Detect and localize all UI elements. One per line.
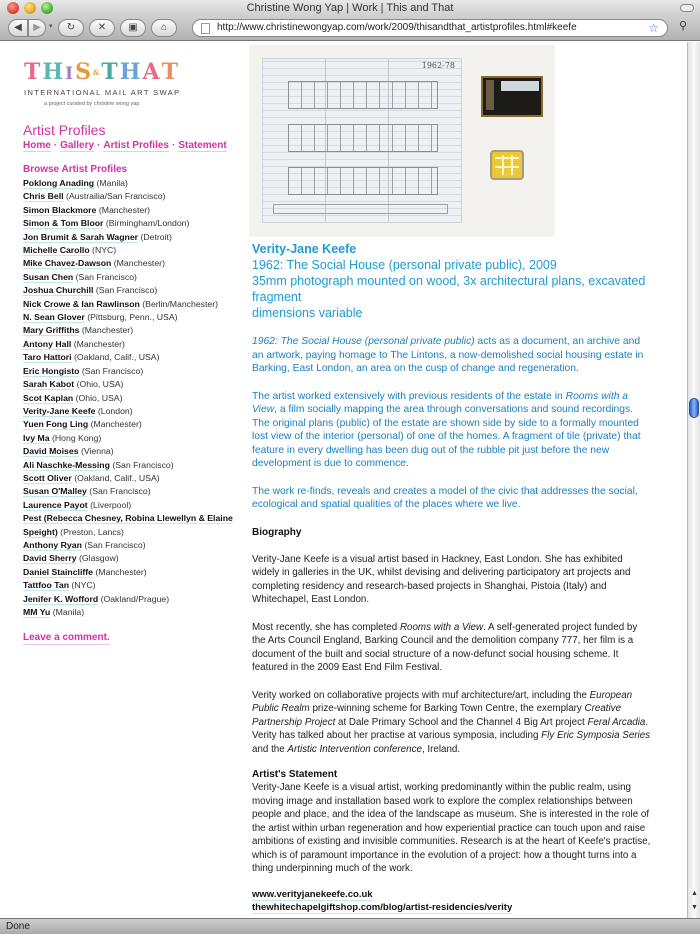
artist-link[interactable]: Verity-Jane Keefe <box>23 405 96 416</box>
artist-location: (Austrailia/San Francisco) <box>65 191 166 202</box>
artist-list-item <box>23 204 241 217</box>
back-button[interactable] <box>8 19 28 37</box>
artist-location: (Liverpool) <box>90 499 132 510</box>
artist-list-item <box>23 405 241 418</box>
artist-location: (Oakland, Calif., USA) <box>74 472 160 483</box>
artist-location: (San Francisco) <box>95 285 158 296</box>
artist-list-item <box>23 177 241 190</box>
artist-link[interactable]: Susan O'Malley <box>23 486 87 497</box>
artist-location: (Manchester) <box>81 325 134 336</box>
artist-list-item <box>23 365 241 378</box>
website-link-row <box>252 888 652 901</box>
artist-link[interactable]: Taro Hattori <box>23 352 72 363</box>
residency-blog-link[interactable]: thewhitechapelgiftshop.com/blog/artist-residencies/verity <box>252 901 513 913</box>
artist-location: (Manchester) <box>95 566 147 577</box>
reload-icon: ↻ <box>66 22 76 33</box>
close-window-button[interactable] <box>7 2 19 14</box>
work-medium: 35mm photograph mounted on wood, 3x architectural plans, excavated fragment <box>252 274 646 304</box>
artist-statement-paragraph: Verity-Jane Keefe is a visual artist, working predominantly within the public realm, using moving image and installation based work to explore the complex relationships between people and place, and the idea of the landscape as museum. She is interested in the role of the artist within urban regeneration and how experiential practice can touch upon and raise ambitions of existing and invisible communities. Research is at the heart of Keefe's practise, which is of paramount importance in the evolution of a project: how a thought turns into a thing underpinning much of the work. <box>252 782 651 874</box>
artist-list-item <box>23 298 241 311</box>
artist-link[interactable]: Chris Bell <box>23 191 64 202</box>
this-and-that-logo[interactable] <box>24 60 184 108</box>
artist-location: (San Francisco) <box>75 271 137 282</box>
status-bar <box>0 918 700 934</box>
scroll-down-arrow-icon[interactable]: ▼ <box>691 904 698 911</box>
forward-button[interactable] <box>28 19 46 37</box>
artist-list-item <box>23 472 241 485</box>
artist-location: (San Francisco) <box>84 539 146 550</box>
artist-location: (San Francisco) <box>89 486 151 497</box>
artist-location: (Manila) <box>52 607 85 617</box>
nav-statement-link[interactable]: Statement <box>178 140 227 151</box>
artist-location: (NYC) <box>92 245 117 256</box>
tile-fragment-image <box>490 150 524 180</box>
artist-list-item <box>23 606 241 619</box>
artist-location: (Manchester) <box>98 204 150 215</box>
artist-link[interactable]: Poklong Anading <box>23 178 95 188</box>
artist-location: (Manchester) <box>73 338 125 349</box>
artist-location: (Manchester) <box>113 258 165 269</box>
artist-list-item <box>23 324 241 337</box>
minimize-window-button[interactable] <box>24 2 36 14</box>
logo-tagline: a project curated by christine wong yap <box>44 101 140 107</box>
artwork-photo <box>249 45 555 237</box>
artist-list-item <box>23 217 241 230</box>
logo-subtitle: INTERNATIONAL MAIL ART SWAP <box>24 88 181 97</box>
mounted-photograph-image <box>481 76 543 117</box>
artist-list-item <box>23 392 241 405</box>
artist-list-item <box>23 284 241 297</box>
reload-button[interactable] <box>58 19 84 37</box>
description-paragraph: The work re-finds, reveals and creates a model of the civic that addresses the social, ecological and spatial qualities of the places where we live. <box>252 485 638 510</box>
search-icon[interactable]: ⚲ <box>679 20 688 32</box>
artist-location: (Oakland, Calif., USA) <box>74 352 160 363</box>
artist-link[interactable]: Eric Hongisto <box>23 365 80 376</box>
bio-text: . A self-generated project funded by the Arts Council England, Barking Council and the demolition company 777, her film is a document of the built and social structure of a now-defunct social housing scheme. It featured in the 2009 East End Film Festival. <box>252 621 638 673</box>
artist-list-item <box>23 190 241 203</box>
artist-list-item <box>23 512 241 539</box>
nav-gallery-link[interactable]: Gallery <box>60 140 95 151</box>
logo-wordmark: THIS&THAT <box>24 59 180 85</box>
url-text: http://www.christinewongyap.com/work/2009/thisandthat_artistprofiles.html#keefe <box>217 22 577 33</box>
artist-list-item <box>23 231 241 244</box>
url-input[interactable] <box>192 19 668 37</box>
artist-link[interactable]: Anthony Ryan <box>23 539 82 550</box>
artist-link[interactable]: Joshua Churchill <box>23 285 94 296</box>
bookmarks-icon: ▣ <box>128 22 138 33</box>
artist-location: (Ohio, USA) <box>75 392 123 403</box>
plan-floor-row <box>288 81 438 109</box>
artist-link[interactable]: Daniel Staincliffe <box>23 566 94 577</box>
artist-link[interactable]: Jenifer K. Wofford <box>23 593 99 604</box>
artist-list-item <box>23 459 241 472</box>
artist-location: (Berlin/Manchester) <box>142 298 219 309</box>
zoom-window-button[interactable] <box>41 2 53 14</box>
work-title: 1962: The Social House (personal private public), 2009 <box>252 258 557 272</box>
artist-name: Verity-Jane Keefe <box>252 242 357 256</box>
biography-paragraph <box>252 621 652 675</box>
artist-location: (Manchester) <box>90 419 142 430</box>
artist-location: (Hong Kong) <box>51 432 102 443</box>
artist-link[interactable]: Jon Brumit & Sarah Wagner <box>23 231 139 242</box>
scrollbar-thumb[interactable] <box>689 398 699 418</box>
artist-list-item <box>23 445 241 458</box>
conference-title-italic: Artistic Intervention conference <box>287 743 422 755</box>
plan-label: 1962-78 <box>421 61 455 70</box>
artist-list-item <box>23 257 241 270</box>
biography-heading: Biography <box>252 526 302 538</box>
home-button[interactable] <box>151 19 177 37</box>
back-icon: ◀ <box>14 22 22 33</box>
window-title: Christine Wong Yap | Work | This and That <box>246 2 454 14</box>
artist-link[interactable]: David Moises <box>23 446 79 457</box>
artist-link[interactable]: Tattfoo Tan <box>23 580 69 591</box>
leave-comment-link[interactable]: Leave a comment. <box>23 632 110 644</box>
artist-list-item <box>23 579 241 592</box>
artist-link[interactable]: Simon Blackmore <box>23 204 97 215</box>
artist-list-item <box>23 338 241 351</box>
artist-location: (San Francisco) <box>81 365 144 376</box>
artist-list-item <box>23 566 241 579</box>
artist-link[interactable]: Scot Kaplan <box>23 392 74 403</box>
artist-list-item <box>23 539 241 552</box>
artist-list <box>23 177 241 619</box>
artist-link[interactable]: Mary Griffiths <box>23 325 80 336</box>
artist-link[interactable]: Sarah Kabot <box>23 379 75 390</box>
bio-text: Verity worked on collaborative projects with muf architecture/art, including the <box>252 689 590 701</box>
bio-text: prize-winning scheme for Barking Town Centre, the exemplary <box>309 703 585 714</box>
bio-text: . Verity has talked about her practise at various symposia, including <box>252 716 649 741</box>
artist-link[interactable]: Ali Naschke-Messing <box>23 459 110 470</box>
bio-text: at Dale Primary School and the Channel 4 Big Art project <box>335 716 588 728</box>
artist-location: (Preston, Lancs) <box>60 526 124 537</box>
artist-link[interactable]: Michelle Carollo <box>23 245 90 256</box>
scroll-up-arrow-icon[interactable]: ▲ <box>691 890 698 897</box>
window-titlebar <box>0 0 700 16</box>
artist-location: (San Francisco) <box>112 459 174 470</box>
artist-list-item <box>23 593 241 606</box>
star-icon[interactable]: ☆ <box>648 21 659 35</box>
home-icon: ⌂ <box>160 22 168 33</box>
project-title-italic: Feral Arcadia <box>587 716 646 728</box>
nav-home-link[interactable]: Home <box>23 140 51 151</box>
page-content <box>0 42 687 918</box>
architectural-plan-image <box>262 58 462 223</box>
stop-button[interactable] <box>89 19 115 37</box>
artist-link[interactable]: Antony Hall <box>23 338 72 349</box>
artist-link[interactable]: MM Yu <box>23 607 51 617</box>
artist-link[interactable]: Nick Crowe & Ian Rawlinson <box>23 298 140 309</box>
bookmarks-button[interactable] <box>120 19 146 37</box>
work-dimensions: dimensions variable <box>252 306 363 320</box>
browser-toolbar <box>0 16 700 41</box>
bio-text: and the <box>252 743 288 755</box>
film-title-italic: Rooms with a View <box>252 390 629 415</box>
artist-list-item <box>23 271 241 284</box>
film-title-italic: Rooms with a View <box>399 621 484 633</box>
artist-list-item <box>23 485 241 498</box>
bio-text: , Ireland. <box>421 743 461 755</box>
description-paragraph <box>252 335 652 376</box>
artist-location: (Manila) <box>96 178 128 188</box>
artist-link[interactable]: Laurence Payot <box>23 499 88 510</box>
nav-separator: · <box>97 140 101 151</box>
project-title-italic: Creative Partnership Project <box>252 703 622 728</box>
artist-list-item <box>23 311 241 324</box>
description-text: , a film socially mapping the area through conversations and sound recordings. The original plans (public) of the estate are shown side by side to a formally mounted lost view of the interior (personal) of one of the homes. A fragment of tile (private) that feature in every dwelling has been dug out of the rubble pit just before the new development is due to commence. <box>252 404 641 469</box>
artist-location: (Ohio, USA) <box>76 379 124 390</box>
description-text: acts as a document, an archive and an artwork, paying homage to The Lintons, a now-demolished social housing estate in Barking, East London, an area on the cusp of change and regeneration. <box>252 336 644 374</box>
work-title-italic: 1962: The Social House (personal private public) <box>252 336 475 347</box>
artist-list-item <box>23 418 241 431</box>
artist-location: (London) <box>97 405 133 416</box>
blog-link-row <box>252 901 652 914</box>
artist-location: (Vienna) <box>80 446 114 457</box>
artist-list-item <box>23 432 241 445</box>
sidebar-nav <box>23 139 227 152</box>
artist-location: (NYC) <box>71 580 96 591</box>
artist-location: (Pittsburg, Penn., USA) <box>87 312 178 323</box>
nav-artist-profiles-link[interactable]: Artist Profiles <box>103 140 169 151</box>
stop-icon: ✕ <box>97 22 107 33</box>
page-icon <box>201 23 210 34</box>
sidebar-title: Artist Profiles <box>23 122 106 138</box>
description-paragraph <box>252 390 652 471</box>
symposium-title-italic: Fly Eric Symposia Series <box>541 730 651 741</box>
description-text: The artist worked extensively with previous residents of the estate in <box>252 390 566 402</box>
biography-paragraph: Verity-Jane Keefe is a visual artist based in Hackney, East London. She has exhibited widely in galleries in the UK, whilst devising and delivering participatory art projects and completing residency and research-based projects in Shanghai, Pistoia (Italy) and Whitechapel, East London. <box>252 553 631 605</box>
nav-separator: · <box>53 140 58 151</box>
browse-artist-profiles-heading: Browse Artist Profiles <box>23 164 128 175</box>
artist-website-link[interactable]: www.verityjanekeefe.co.uk <box>252 888 373 900</box>
artist-statement-heading: Artist's Statement <box>252 769 338 780</box>
forward-icon: ▶ <box>33 22 41 33</box>
artist-location: (Detroit) <box>140 231 172 242</box>
artist-link[interactable]: Yuen Fong Ling <box>23 419 89 430</box>
status-text: Done <box>6 921 30 932</box>
biography-paragraph <box>252 689 652 757</box>
sidebar-browse-section <box>23 163 241 645</box>
artist-link[interactable]: Susan Chen <box>23 271 74 282</box>
artist-link[interactable]: Mike Chavez-Dawson <box>23 258 112 269</box>
artist-location: (Glasgow) <box>79 553 119 564</box>
artist-list-item <box>23 499 241 512</box>
artist-link[interactable]: Scott Oliver <box>23 472 72 483</box>
project-title-italic: European Public Realm <box>252 689 633 714</box>
artist-link[interactable]: N. Sean Glover <box>23 312 85 323</box>
artist-location: (Birmingham/London) <box>105 218 190 229</box>
artist-link[interactable]: David Sherry <box>23 553 77 564</box>
plan-floor-row <box>288 167 438 195</box>
artist-list-item <box>23 351 241 364</box>
artist-link[interactable]: Pest (Rebecca Chesney, Robina Llewellyn & Elaine Speight) <box>23 513 233 537</box>
artist-profile <box>252 241 652 914</box>
artist-list-item <box>23 244 241 257</box>
toolbar-toggle-button[interactable] <box>680 4 694 12</box>
artist-list-item <box>23 552 241 565</box>
plan-floor-row <box>288 124 438 152</box>
bio-text: Most recently, she has completed <box>252 621 400 633</box>
artist-link[interactable]: Ivy Ma <box>23 432 50 443</box>
vertical-scrollbar[interactable] <box>687 42 700 918</box>
history-dropdown-icon[interactable]: ▾ <box>49 23 53 30</box>
artist-location: (Oakland/Prague) <box>100 593 170 604</box>
nav-separator: · <box>171 140 176 151</box>
artist-link[interactable]: Simon & Tom Bloor <box>23 218 104 229</box>
artist-list-item <box>23 378 241 391</box>
